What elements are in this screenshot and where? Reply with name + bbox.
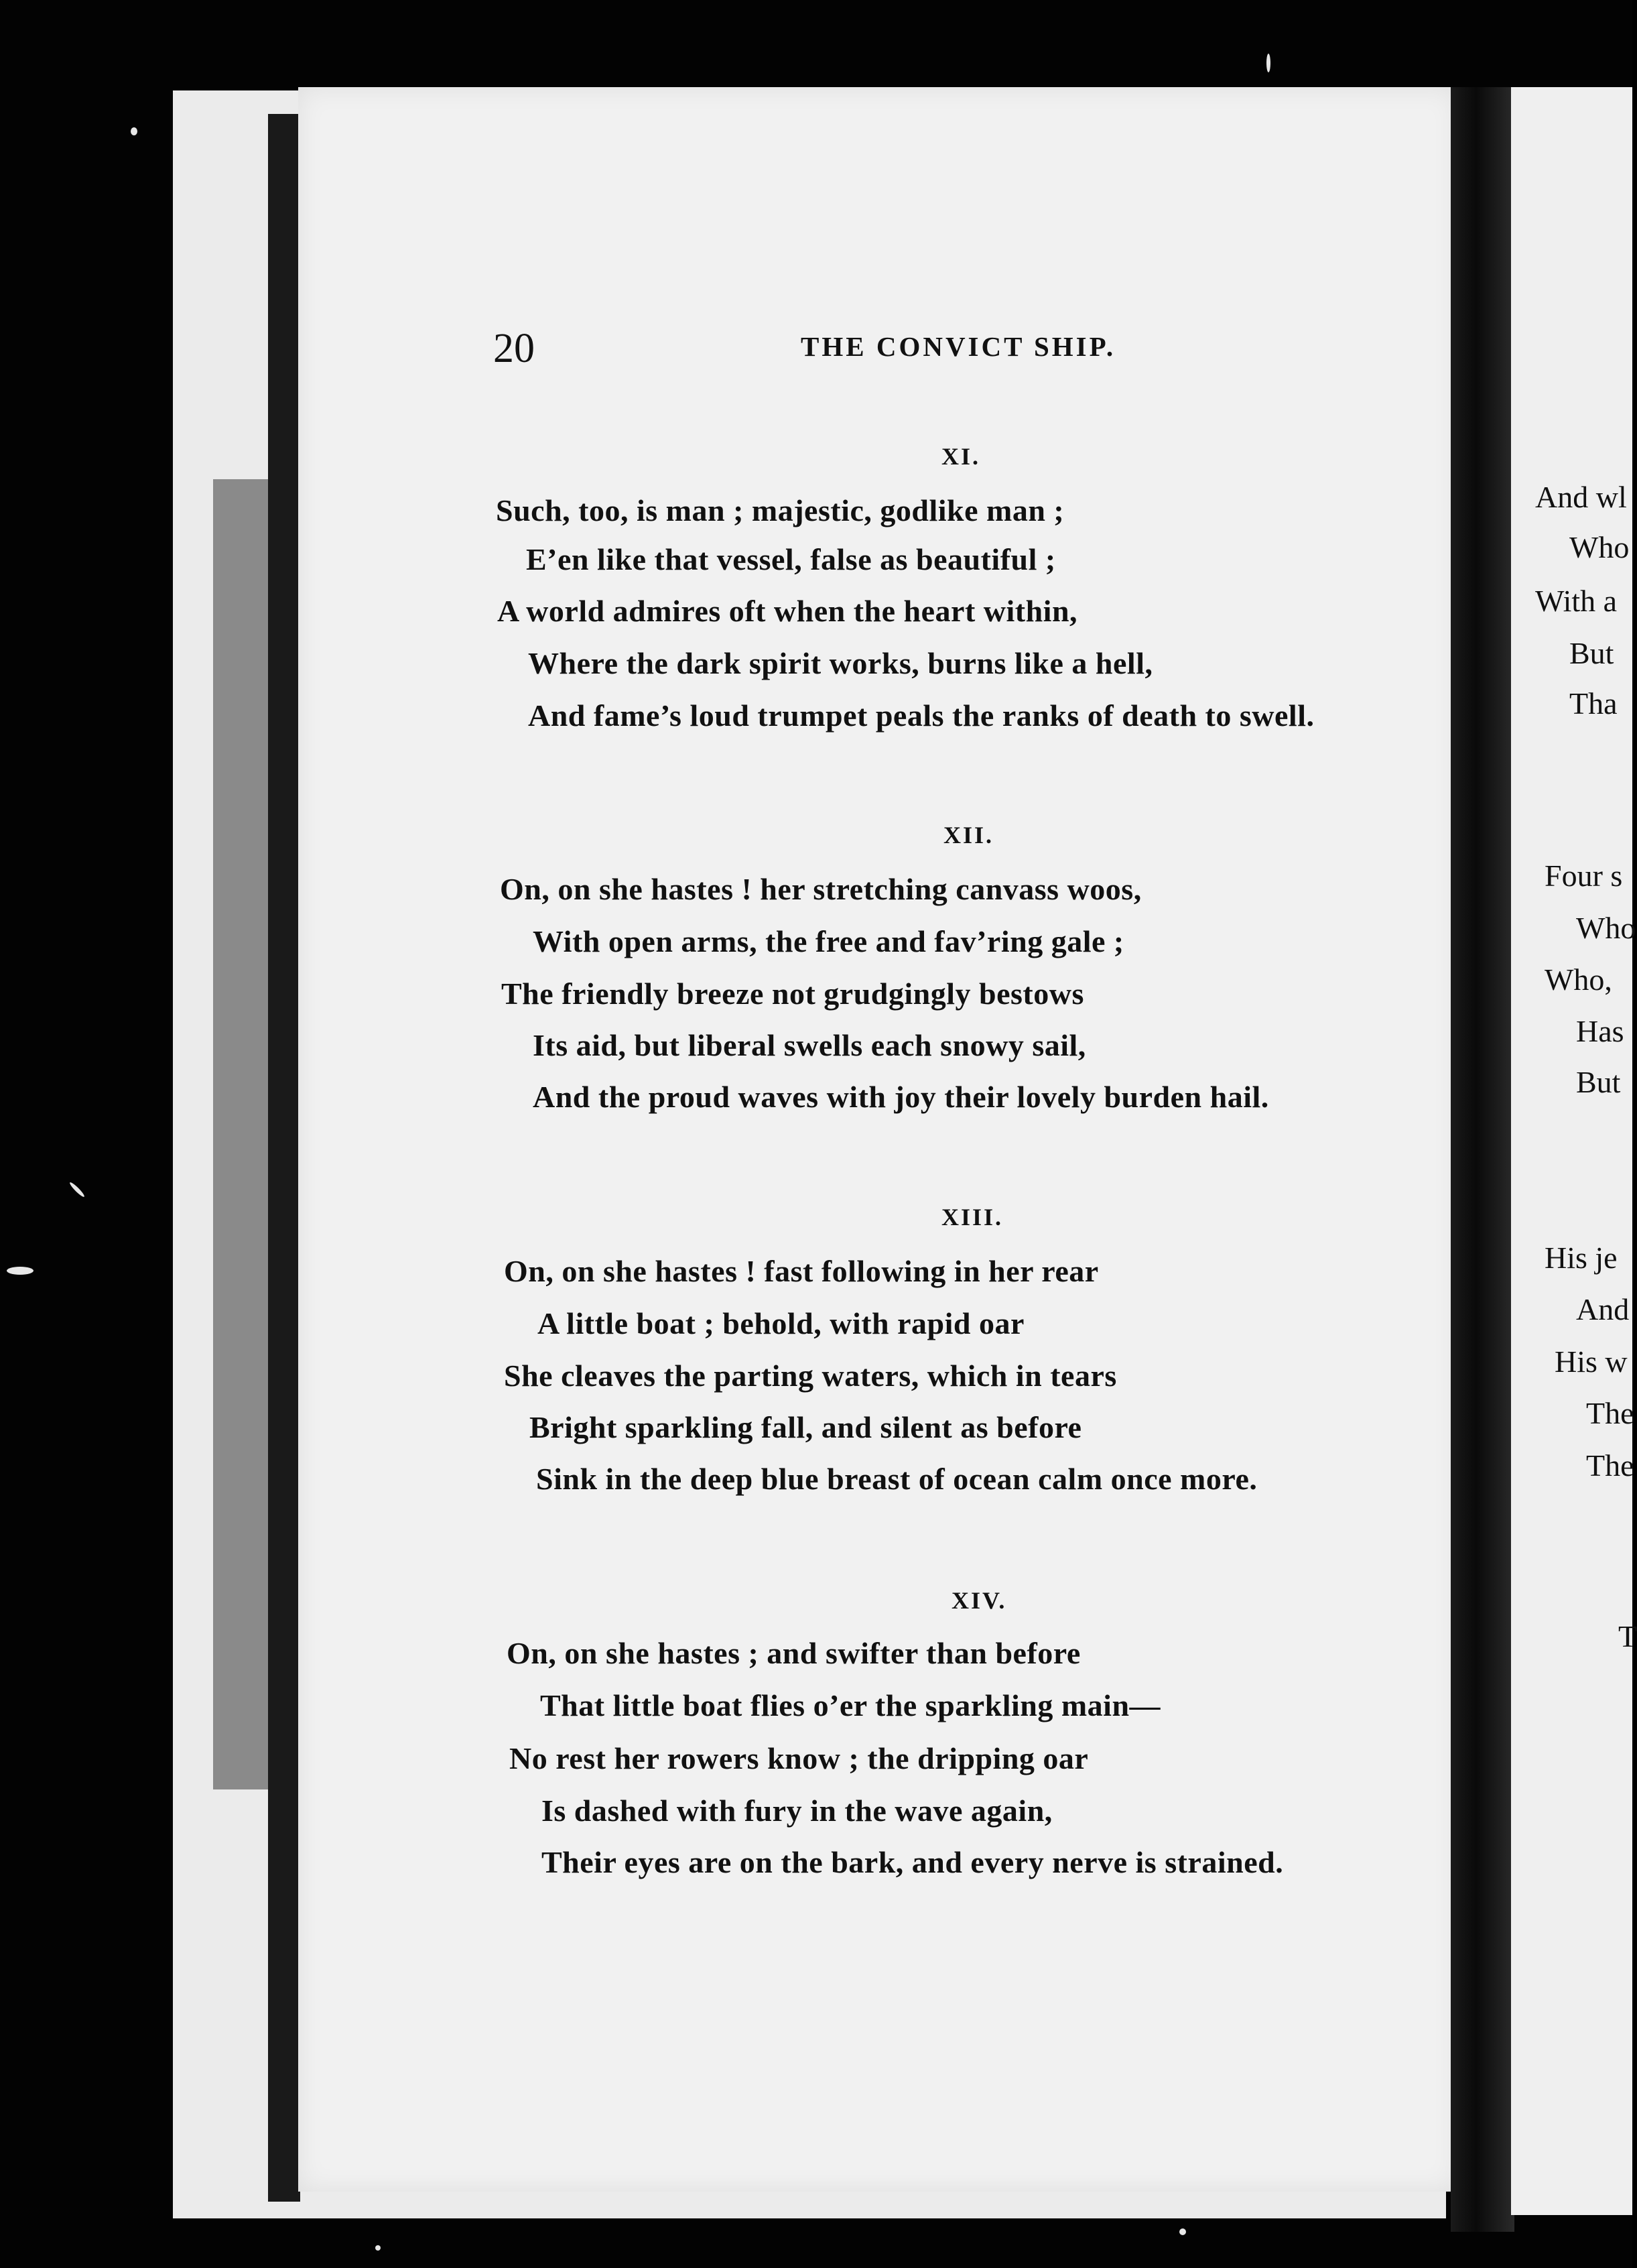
verse-line: Sink in the deep blue breast of ocean calm once more. — [536, 1462, 1258, 1496]
scan-speck — [68, 1181, 85, 1198]
running-title: THE CONVICT SHIP. — [801, 331, 1116, 362]
facing-fragment: Tha — [1569, 686, 1618, 720]
page-left-edge — [268, 114, 300, 2202]
stanza-number: XIII. — [941, 1204, 1004, 1231]
facing-fragment: But — [1576, 1065, 1621, 1099]
verse-line: Where the dark spirit works, burns like a hell, — [528, 646, 1153, 680]
verse-line: A world admires oft when the heart within, — [497, 594, 1078, 628]
verse-line: Its aid, but liberal swells each snowy sail, — [533, 1028, 1086, 1062]
facing-fragment: The — [1586, 1396, 1634, 1430]
facing-fragment: Has — [1576, 1014, 1624, 1048]
facing-fragment: His w — [1555, 1344, 1628, 1379]
scan-speck — [7, 1267, 34, 1275]
facing-fragment: His je — [1545, 1241, 1618, 1275]
verse-line: That little boat flies o’er the sparkling main— — [540, 1688, 1161, 1722]
facing-fragment: Who, — [1545, 962, 1612, 997]
verse-line: E’en like that vessel, false as beautiful ; — [526, 542, 1056, 576]
facing-fragment: Who — [1569, 530, 1630, 564]
facing-fragment: The — [1586, 1448, 1634, 1483]
page-number: 20 — [493, 326, 535, 371]
stanza-number: XII. — [943, 822, 994, 848]
verse-line: Their eyes are on the bark, and every nerve is strained. — [541, 1845, 1284, 1879]
scan-speck — [1266, 54, 1270, 72]
facing-fragment: Who — [1576, 911, 1636, 945]
verse-line: On, on she hastes ; and swifter than before — [507, 1636, 1081, 1670]
verse-line: With open arms, the free and fav’ring gale ; — [533, 924, 1124, 958]
facing-fragment: But — [1569, 636, 1614, 670]
binding-gutter — [1451, 87, 1514, 2232]
verse-line: The friendly breeze not grudgingly bestows — [501, 976, 1084, 1011]
verse-line: And the proud waves with joy their lovely burden hail. — [533, 1080, 1269, 1114]
verse-line: No rest her rowers know ; the dripping oar — [509, 1741, 1089, 1775]
facing-fragment: T — [1618, 1619, 1637, 1653]
scan-speck — [1179, 2228, 1186, 2235]
verse-line: And fame’s loud trumpet peals the ranks of death to swell. — [528, 698, 1315, 733]
verse-line: Is dashed with fury in the wave again, — [541, 1793, 1053, 1828]
facing-fragment: And wl — [1535, 480, 1627, 514]
scan-speck — [375, 2245, 381, 2251]
verse-line: A little boat ; behold, with rapid oar — [537, 1306, 1025, 1340]
facing-fragment: And — [1576, 1292, 1630, 1326]
facing-page — [1511, 87, 1637, 2215]
verse-line: Bright sparkling fall, and silent as before — [529, 1410, 1082, 1444]
verse-line: Such, too, is man ; majestic, godlike man ; — [496, 493, 1065, 527]
scan-speck — [131, 127, 137, 135]
facing-fragment: With a — [1535, 584, 1618, 618]
facing-fragment: Four s — [1545, 859, 1623, 893]
verse-line: She cleaves the parting waters, which in tears — [504, 1359, 1117, 1393]
stanza-number: XI. — [941, 443, 981, 470]
stanza-number: XIV. — [952, 1587, 1007, 1614]
verse-line: On, on she hastes ! her stretching canvass woos, — [500, 872, 1142, 906]
verse-line: On, on she hastes ! fast following in her rear — [504, 1254, 1099, 1288]
